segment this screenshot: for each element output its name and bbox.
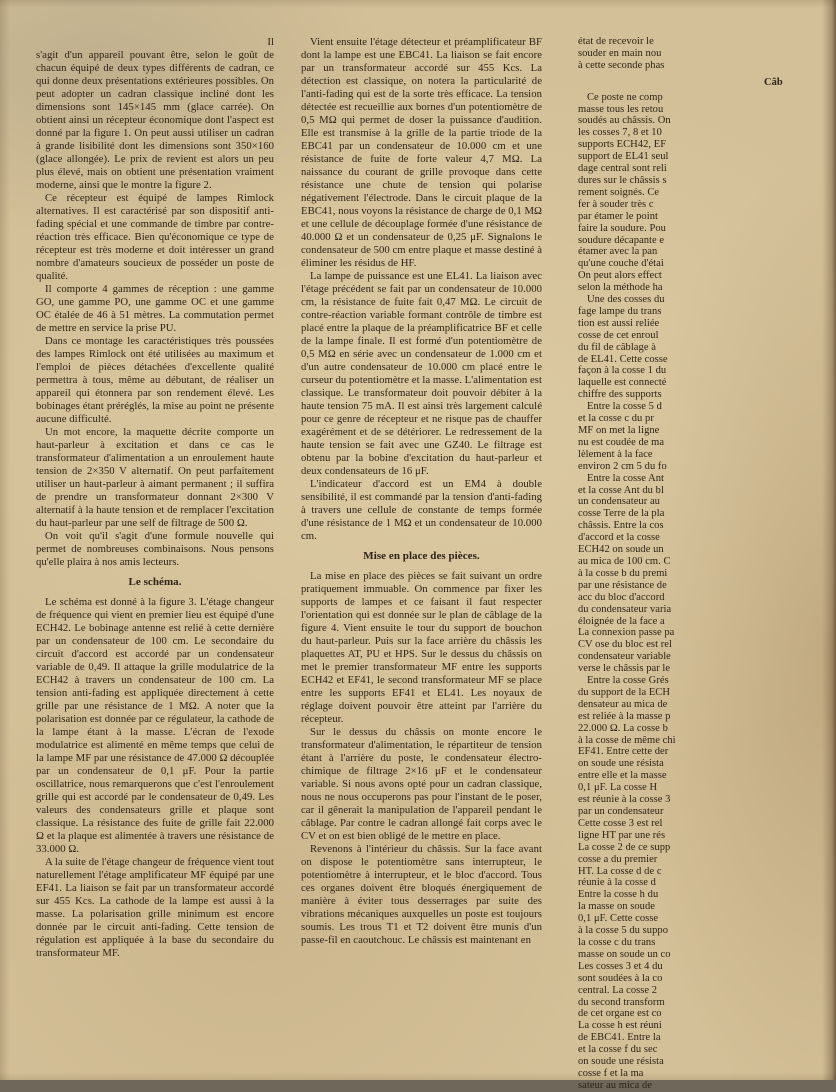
text-line: du support de la ECH bbox=[578, 686, 670, 698]
text-line: est réunie à la cosse 3 bbox=[578, 794, 671, 806]
text-line: par étamer le point bbox=[578, 210, 658, 222]
text-line: laquelle est connecté bbox=[578, 377, 667, 389]
text-line: la masse on soude bbox=[578, 901, 655, 913]
text-line: façon à la cosse 1 du bbox=[578, 365, 667, 377]
text-line: de EBC41. Entre la bbox=[578, 1032, 661, 1044]
text-line: rement soignés. Ce bbox=[578, 186, 660, 198]
text-line: Ce poste ne comp bbox=[587, 91, 663, 103]
text-line: faire la soudure. Pou bbox=[578, 222, 666, 234]
text-line: à la cosse 5 du suppo bbox=[578, 925, 668, 937]
text-line: les cosses 7, 8 et 10 bbox=[578, 127, 662, 139]
text-line: 0,1 μF. Cette cosse bbox=[578, 913, 659, 925]
text-line: à cette seconde phas bbox=[578, 59, 665, 71]
section-heading: Mise en place des pièces. bbox=[363, 550, 480, 562]
text-line: au mica de 100 cm. C bbox=[578, 555, 671, 567]
paragraph: s'agit d'un appareil pouvant être, selon le goût de chacun équipé de deux types différents de cadran, ce qui donne deux présentations extérieures possibles. On peut adopter un cadran classique incliné dont les dimensions sont 145×145 mm (glace carrée). On obtient ainsi un récepteur économique dont l'aspect est donné par la figure 1. On peut aussi utiliser un cadran à grande lisibilité dont les dimensions sont 350×160 (glace allongée). Le prix de revient est alors un peu plus élevé, mais on obtient une présentation vraiment moderne, ainsi que le montre la figure 2. bbox=[36, 49, 274, 191]
text-line: supports ECH42, EF bbox=[578, 139, 667, 151]
text-line: On peut alors effect bbox=[578, 270, 662, 282]
text-line: et la cosse Ant du bl bbox=[578, 484, 664, 496]
text-line: à la cosse de même chi bbox=[578, 734, 676, 746]
paragraph: Le schéma est donné à la figure 3. L'étage changeur de fréquence qui vient en premier lieu est équipé d'une ECH42. Le bobinage antenne est relié à cette dernière par un condensateur de 100 cm. Le secondaire du circuit d'accord est accordé par un condensateur variable de 0,49. Il attaque la grille modulatrice de la ECH42 à travers un condensateur de 100 cm. La tension anti-fading est appliquée directement à cette grille par une résistance de 1 MΩ. A noter que la polarisation est donnée par ce régulateur, la cathode de la lampe étant à la masse. L'écran de l'exode modulatrice est alimenté en même temps que celui de la lampe MF par une résistance de 47.000 Ω découplée par un condensateur de 0,1 μF. Pour la partie oscillatrice, nous remarquerons que c'est l'enroulement grille qui est accordé par le condensateur de 0,49. Les valeurs des condensateurs grille et plaque sont classique. La résistance des fuite de grille fait 22.000 Ω et la plaque est alimentée à travers une résistance de 33.000 Ω. bbox=[36, 596, 274, 855]
text-line: fer à souder très c bbox=[578, 198, 654, 210]
section-heading: Câb bbox=[764, 76, 783, 88]
text-line: souder en main nou bbox=[578, 47, 662, 59]
text-line: selon la méthode ha bbox=[578, 282, 663, 294]
text-line: châssis. Entre la cos bbox=[578, 520, 664, 532]
text-line: sont soudées à la co bbox=[578, 972, 663, 984]
text-line: est reliée à la masse p bbox=[578, 710, 671, 722]
text-line: 0,1 μF. La cosse H bbox=[578, 782, 658, 794]
text-line: masse tous les retou bbox=[578, 103, 664, 115]
text-line: dures sur le châssis s bbox=[578, 174, 667, 186]
text-line: EF41. Entre cette der bbox=[578, 746, 669, 758]
text-line: condensateur variable bbox=[578, 651, 671, 663]
text-line: à la cosse b du premi bbox=[578, 567, 668, 579]
text-line: ligne HT par une rés bbox=[578, 829, 666, 841]
text-line: on soude une résista bbox=[578, 758, 664, 770]
text-line: entre elle et la masse bbox=[578, 770, 667, 782]
text-line: Une des cosses du bbox=[587, 294, 665, 306]
text-line: verse le châssis par le bbox=[578, 663, 671, 675]
text-line: qu'une couche d'étai bbox=[578, 258, 664, 270]
text-line: par un condensateur bbox=[578, 806, 664, 817]
paragraph: Un mot encore, la maquette décrite comporte un haut-parleur à excitation et dans ce cas le transformateur d'alimentation a un enroulement haute tension de 2×350 V alternatif. On peut parfaitement utiliser un haut-parleur à aimant permanent ; il suffira de prendre un transformateur donnant 2×300 V alternatif à la haute tension et de remplacer l'excitation du haut-parleur par une self de filtrage de 500 Ω. bbox=[36, 426, 274, 529]
text-line: CV ose du bloc est rel bbox=[578, 639, 672, 651]
text-line: tion est aussi reliée bbox=[578, 317, 660, 329]
text-line: nu est coudée de ma bbox=[578, 436, 665, 448]
text-line: environ 2 cm 5 du fo bbox=[578, 460, 667, 472]
paragraph: Il comporte 4 gammes de réception : une gamme GO, une gamme PO, une gamme OC et une gamme OC étalée de 46 à 51 mètres. La commutation permet de mettre en service la prise PU. bbox=[36, 283, 274, 334]
text-line: MF on met la ligne bbox=[578, 425, 660, 436]
paragraph: Dans ce montage les caractéristiques très poussées des lampes Rimlock ont été utilisées au maximum et l'emploi de pièces détachées d'excellente qualité permettra à tous, même au débutant, de réaliser un appareil qui étonnera par son rendement élevé. Les bobinages étant préréglés, la mise au point ne présente aucune difficulté. bbox=[36, 335, 274, 425]
text-line: HT. La cosse d de c bbox=[578, 865, 662, 877]
text-line: central. La cosse 2 bbox=[578, 984, 658, 996]
paragraph: Il bbox=[267, 36, 274, 48]
text-line: du condensateur varia bbox=[578, 603, 672, 615]
text-line: Entre la cosse h du bbox=[578, 889, 659, 901]
paragraph: Revenons à l'intérieur du châssis. Sur la face avant on dispose le potentiomètre sans interrupteur, le potentiomètre à interrupteur, et le bloc d'accord. Tous ces organes doivent être bloqués énergiquement de manière à éviter tous desserrages par suite des vibrations mécaniques auxquelles un poste est toujours soumis. Les trous T1 et T2 doivent être munis d'un passe-fil en caoutchouc. Le châssis est maintenant en bbox=[301, 843, 542, 946]
paragraph: La lampe de puissance est une EL41. La liaison avec l'étage précédent se fait par un condensateur de 10.000 cm, la résistance de fuite fait 0,47 MΩ. Le circuit de contre-réaction variable formant contrôle de timbre est placé entre la plaque de la préamplificatrice BF et celle de la lampe finale. Il est formé d'un potentiomètre de 0,5 MΩ en série avec un condensateur de 1.000 cm et d'un autre condensateur de 10.000 cm placé entre le curseur du potentiomètre et la masse. L'alimentation est classique. Le transformateur doit pouvoir débiter à la haute tension 75 mA. Il est ainsi très largement calculé pour ce genre de récepteur et ne risque pas de chauffer exagérément et de se détériorer. Le redressement de la haute tension se fait avec une GZ40. Le filtrage est obtenu par la bobine d'excitation du haut-parleur et deux condensateurs de 16 μF. bbox=[301, 270, 542, 477]
text-line: et la cosse c du pr bbox=[578, 413, 654, 425]
text-line: masse on soude un co bbox=[578, 948, 671, 960]
paragraph: La mise en place des pièces se fait suivant un ordre pratiquement immuable. On commence par fixer les supports de lampes et ce faisant il faut respecter l'orientation qui est donnée sur le plan de câblage de la figure 4. Vient ensuite le tour du support de bouchon du haut-parleur. Puis sur la face arrière du châssis les plaquettes AT, PU et HPS. Sur le dessus du châssis on met le premier transformateur MF entre les supports ECH42 et EF41, le second transformateur MF se place entre les supports EF41 et EL41. Les noyaux de réglage doivent pouvoir être atteint par l'arrière du récepteur. bbox=[301, 570, 542, 725]
text-column-3-clipped bbox=[578, 36, 836, 1092]
text-line: réunie à la cosse d bbox=[578, 877, 656, 889]
text-line: du second transform bbox=[578, 996, 665, 1008]
paragraph: Sur le dessus du châssis on monte encore le transformateur d'alimentation, le répartiteur de tension étant à l'arrière du poste, le condensateur électro-chimique de filtrage 2×16 μF et le condensateur variable. Si nous avons opté pour un cadran classique, nous ne nous occuperons pas pour l'instant de le poser, car il gênerait la manipulation de l'appareil pendant le câblage. Par contre le cadran allongé fait corps avec le CV et on est bien obligé de le mettre en place. bbox=[301, 726, 542, 842]
text-line: du fil de câblage à bbox=[578, 341, 656, 353]
text-line: soudure décapante e bbox=[578, 234, 665, 246]
paragraph: L'indicateur d'accord est un EM4 à double sensibilité, il est commandé par la tension d'anti-fading à travers une cellule de constante de temps formée d'une résistance de 1 MΩ et un condensateur de 10.000 cm. bbox=[301, 478, 542, 542]
text-line: de cet organe est co bbox=[578, 1008, 662, 1020]
text-line: Entre la cosse Grés bbox=[587, 675, 669, 687]
text-line: La cosse h est réuni bbox=[578, 1020, 662, 1032]
text-line: La cosse 2 de ce supp bbox=[578, 841, 671, 853]
text-line: Les cosses 3 et 4 du bbox=[578, 960, 663, 972]
text-line: La connexion passe pa bbox=[578, 627, 675, 639]
text-line: d'accord et la cosse bbox=[578, 532, 660, 544]
text-line: Entre la cosse Ant bbox=[587, 472, 665, 484]
text-line: la cosse c du trans bbox=[578, 936, 656, 948]
text-line: on soude une résista bbox=[578, 1056, 664, 1068]
text-line: cosse a du premier bbox=[578, 853, 658, 865]
text-line: Entre la cosse 5 d bbox=[587, 401, 662, 413]
text-line: acc du bloc d'accord bbox=[578, 591, 665, 603]
text-line: soudés au châssis. On bbox=[578, 115, 671, 127]
text-column-1 bbox=[36, 36, 274, 960]
text-line: densateur au mica de bbox=[578, 698, 668, 710]
text-line: par une résistance de bbox=[578, 579, 667, 591]
text-line: fage lampe du trans bbox=[578, 305, 662, 317]
text-line: lèlement à la face bbox=[578, 448, 653, 460]
text-column-2 bbox=[301, 36, 542, 947]
paragraph: Vient ensuite l'étage détecteur et préamplificateur BF dont la lampe est une EBC41. La liaison se fait encore par un transformateur accordé sur 455 Kcs. La détection est classique, on notera la particularité de l'anti-fading qui est de la sorte très efficace. La tension détectée est recueillie aux bornes d'un potentiomètre de 0,5 MΩ qui permet de doser la puissance d'audition. Elle est transmise à la grille de la partie triode de la EBC41 par un condensateur de 10.000 cm et une résistance de fuite de forte valeur 4,7 MΩ. La naissance du courant de grille provoque dans cette résistance une chute de tension qui polarise négativement l'électrode. Dans le circuit plaque de la EBC41, nous voyons la résistance de charge de 0,1 MΩ et une cellule de découplage formée d'une résistance de 40.000 Ω et un condensateur de 0,25 μF. Signalons le condensateur de 500 cm entre plaque et masse destiné à éliminer les résidus de HF. bbox=[301, 36, 542, 269]
section-heading: Le schéma. bbox=[128, 576, 182, 588]
text-line: cosse de cet enroul bbox=[578, 329, 659, 341]
text-line: éloignée de la face a bbox=[578, 615, 665, 627]
paragraph: Ce récepteur est équipé de lampes Rimlock alternatives. Il est caractérisé par son dispositif anti-fading spécial et une commande de timbre par contre-réaction très efficace. Bien qu'économique ce type de récepteur est très moderne et doit intéresser un grand nombre d'amateurs soucieux de posséder un poste de qualité. bbox=[36, 192, 274, 282]
text-line: Cette cosse 3 est rel bbox=[578, 817, 663, 829]
text-line: dage central sont reli bbox=[578, 163, 667, 175]
text-line: 22.000 Ω. La cosse b bbox=[578, 722, 668, 734]
text-line: cosse f et la ma bbox=[578, 1067, 644, 1079]
text-line: étamer avec la pan bbox=[578, 246, 658, 258]
text-line: un condensateur au bbox=[578, 496, 660, 508]
text-line: support de EL41 seul bbox=[578, 151, 669, 163]
paragraph: A la suite de l'étage changeur de fréquence vient tout naturellement l'étage amplificateur MF équipé par une EF41. La liaison se fait par un transformateur accordé sur 455 Kcs. La cathode de la lampe est aussi à la masse. La polarisation grille minimum est encore donnée par le circuit anti-fading. Cette tension de régulation est appliquée à la base du secondaire du transformateur MF. bbox=[36, 856, 274, 959]
text-line: ECH42 on soude un bbox=[578, 544, 664, 556]
paragraph: On voit qu'il s'agit d'une formule nouvelle qui permet de nombreuses combinaisons. Nous pensons qu'elle plaira à nos amis lecteurs. bbox=[36, 530, 274, 568]
text-line: cosse Terre de la pla bbox=[578, 508, 665, 520]
text-line: et la cosse f du sec bbox=[578, 1044, 658, 1056]
text-line: état de recevoir le bbox=[578, 36, 654, 47]
text-line: chiffre des supports bbox=[578, 389, 662, 401]
text-line: de EL41. Cette cosse bbox=[578, 353, 668, 365]
text-line: sateur au mica de bbox=[578, 1079, 653, 1091]
